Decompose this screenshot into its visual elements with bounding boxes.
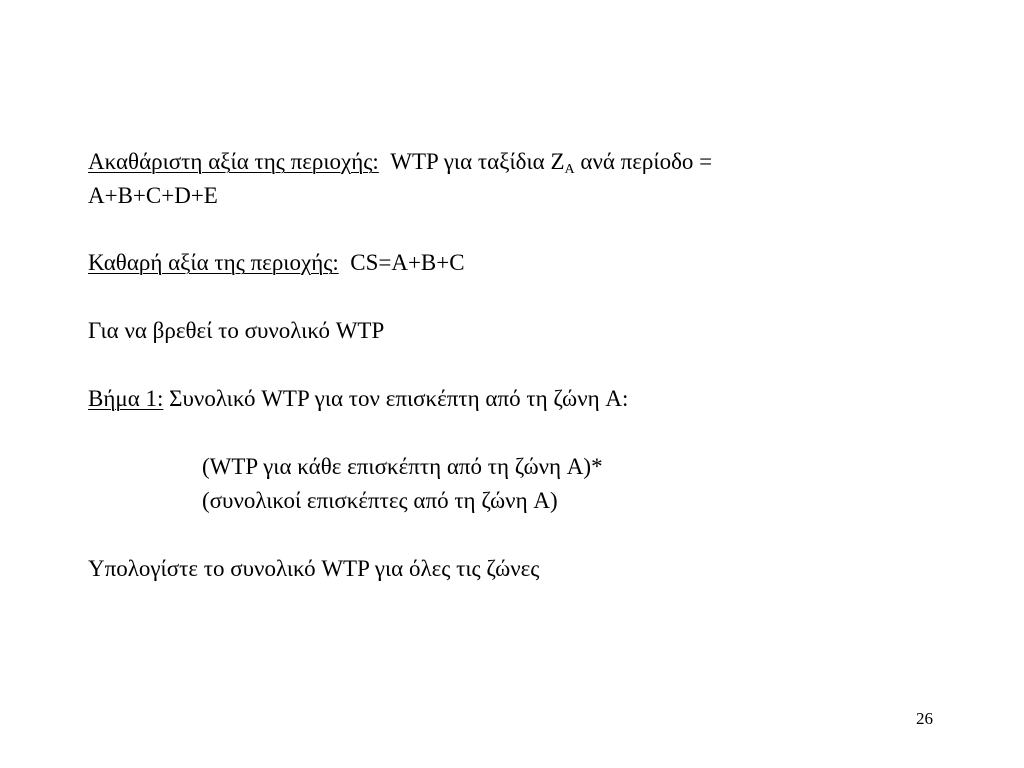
net-value-label: Καθαρή αξία της περιοχής: — [88, 250, 339, 275]
gross-value-label: Ακαθάριστη αξία της περιοχής: — [88, 149, 379, 174]
gross-value-subscript: A — [564, 162, 575, 177]
page-number: 26 — [916, 709, 933, 728]
gross-value-line — [88, 148, 712, 176]
step1-formula-line1: (WTP για κάθε επισκέπτη από τη ζώνη A)* — [202, 454, 603, 479]
gross-value-continuation: A+B+C+D+E — [88, 183, 218, 208]
step1-text: Συνολικό WTP για τον επισκέπτη από τη ζώνη A: — [163, 386, 629, 411]
gross-value-text-before: WTP για ταξίδια Z — [390, 149, 565, 174]
step1-formula-line2: (συνολικοί επισκέπτες από τη ζώνη A) — [202, 488, 558, 513]
gross-value-text-after: ανά περίοδο = — [574, 149, 713, 174]
conclusion-text: Υπολογίστε το συνολικό WTP για όλες τις ζώνες — [88, 556, 540, 581]
net-value-line — [88, 249, 465, 277]
net-value-formula: CS=A+B+C — [350, 250, 465, 275]
total-wtp-intro: Για να βρεθεί το συνολικό WTP — [88, 318, 385, 343]
step1-label: Βήμα 1: — [88, 386, 164, 411]
step1-line — [88, 385, 628, 413]
